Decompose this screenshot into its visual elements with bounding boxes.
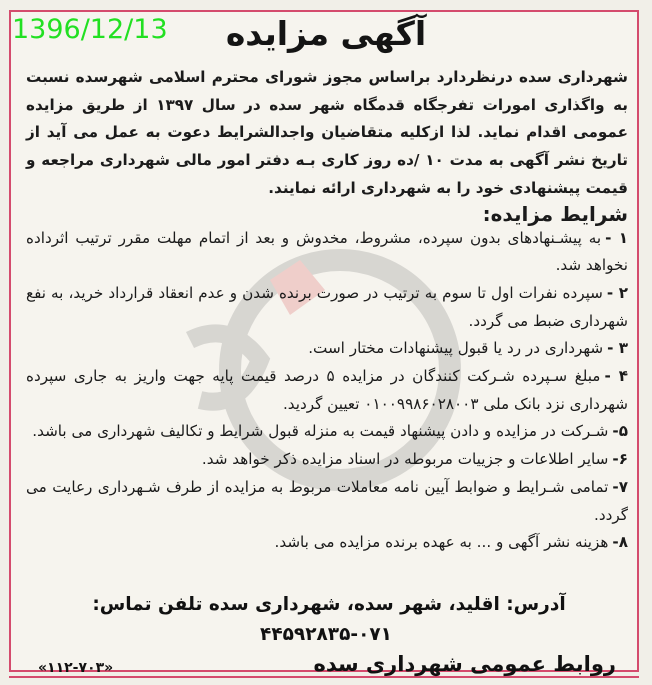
conditions-list bbox=[26, 225, 628, 557]
condition-item: ۲ -سپرده نفرات اول تا سوم به ترتیب در صورت برنده شدن و عدم انعقاد قرارداد خرید، به نفع شهرداری ضبط می گردد. bbox=[26, 283, 629, 330]
notice-code: «۱۱۲-۷۰۳» bbox=[38, 660, 114, 676]
public-relations-label: روابط عمومی شهرداری سده bbox=[313, 652, 616, 676]
address-line bbox=[30, 590, 628, 650]
page-title: آگهی مزایده bbox=[225, 14, 427, 53]
signature-line bbox=[30, 650, 628, 684]
notice-body bbox=[26, 64, 628, 557]
conditions-heading: شرایط مزایده: bbox=[482, 201, 628, 226]
condition-item: ۷-تمامی شـرایط و ضوابط آیین نامه معاملات مربوط به مزایده از طرف شـهرداری رعایت می گردد. bbox=[26, 477, 628, 524]
address-text: آدرس: اقلید، شهر سده، شهرداری سده تلفن تماس: bbox=[92, 594, 566, 615]
condition-item: ۸-هزینه نشر آگهی و ... به عهده برنده مزایده می باشد. bbox=[274, 533, 628, 552]
condition-item: ۱ -به پیشـنهادهای بدون سپرده، مشروط، مخدوش و بعد از اتمام مهلت مقرر ترتیب اثرداده نخواهد شد. bbox=[26, 228, 628, 275]
condition-item: ۶-سایر اطلاعات و جزییات مربوطه در اسناد مزایده ذکر خواهد شد. bbox=[201, 450, 628, 469]
notice-footer bbox=[30, 590, 628, 684]
condition-item: ۳ -شهرداری در رد یا قبول پیشنهادات مختار است. bbox=[308, 339, 628, 358]
phone-number: ۰۷۱-۴۴۵۹۲۸۳۵ bbox=[260, 624, 392, 645]
date-stamp: 1396/12/13 bbox=[12, 14, 168, 45]
condition-item: ۵-شـرکت در مزایده و دادن پیشنهاد قیمت به منزله قبول شرایط و تکالیف شهرداری می باشد. bbox=[32, 422, 628, 441]
condition-item: ۴ -مبلغ سـپرده شـرکت کنندگان در مزایده ۵ درصد قیمت پایه جهت واریز به جاری سپرده شهرداری نزد بانک ملی ۰۱۰۰۹۹۸۶۰۲۸۰۰۳ تعیین گردید. bbox=[26, 367, 628, 413]
intro-paragraph: شهرداری سده درنظردارد براساس مجوز شورای محترم اسلامی شهرسده نسبت به واگذاری امورات تفرجگاه قدمگاه شهر سده در سال ۱۳۹۷ از طریق مزایده عمومی اقدام نماید. لذا ازکلیه متقاضیان واجدالشرایط دعوت به عمل می آید از تاریخ نشر آگهی به مدت ۱۰ /ده روز کاری بـه دفتر امور مالی شهرداری مراجعه و قیمت پیشنهادی خود را به شهرداری ارائه نمایند. bbox=[26, 68, 628, 197]
